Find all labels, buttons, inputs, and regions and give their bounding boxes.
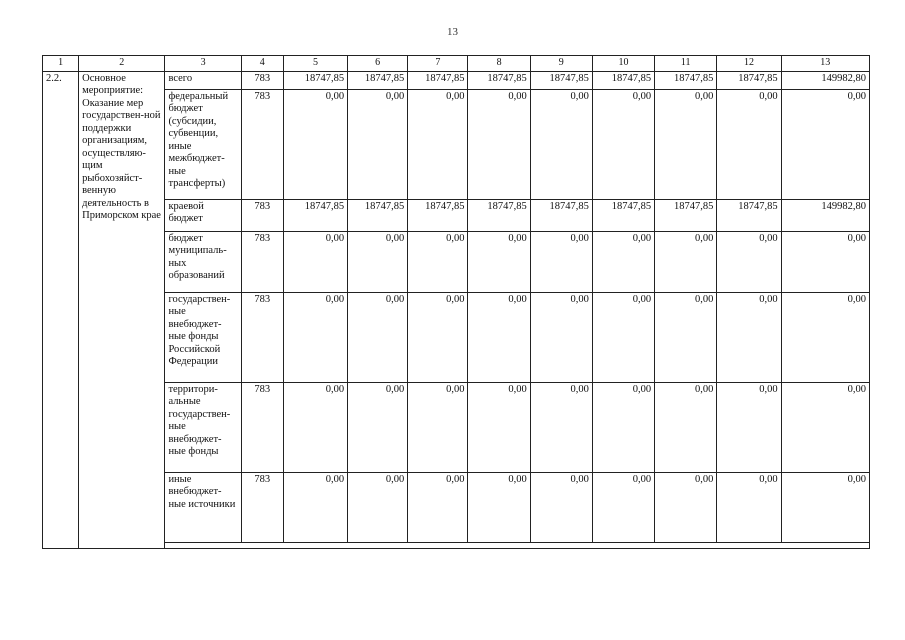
value-cell: 0,00	[592, 292, 654, 382]
value-cell: 18747,85	[592, 71, 654, 89]
column-number: 2	[79, 56, 165, 72]
column-number: 4	[241, 56, 283, 72]
value-cell: 0,00	[781, 231, 869, 292]
value-cell: 0,00	[468, 292, 530, 382]
value-cell: 0,00	[592, 231, 654, 292]
source-label: всего	[165, 71, 241, 89]
value-cell: 0,00	[348, 89, 408, 199]
value-cell: 0,00	[530, 231, 592, 292]
value-cell: 0,00	[468, 89, 530, 199]
table-row	[43, 292, 870, 382]
table-row	[43, 89, 870, 199]
value-cell: 0,00	[530, 292, 592, 382]
column-number: 10	[592, 56, 654, 72]
column-number: 13	[781, 56, 869, 72]
value-cell: 0,00	[655, 89, 717, 199]
value-cell: 0,00	[781, 292, 869, 382]
item-number: 2.2.	[43, 71, 79, 548]
value-cell: 0,00	[717, 89, 781, 199]
value-cell: 18747,85	[348, 199, 408, 231]
code-cell: 783	[241, 472, 283, 542]
column-number: 8	[468, 56, 530, 72]
value-cell: 18747,85	[655, 71, 717, 89]
value-cell: 149982,80	[781, 71, 869, 89]
table-row	[43, 71, 870, 89]
column-number: 3	[165, 56, 241, 72]
value-cell: 0,00	[592, 89, 654, 199]
table-row	[43, 382, 870, 472]
value-cell: 18747,85	[717, 199, 781, 231]
code-cell: 783	[241, 199, 283, 231]
value-cell: 0,00	[592, 382, 654, 472]
code-cell: 783	[241, 231, 283, 292]
value-cell: 18747,85	[348, 71, 408, 89]
value-cell: 0,00	[781, 89, 869, 199]
value-cell: 0,00	[655, 231, 717, 292]
column-number: 1	[43, 56, 79, 72]
value-cell: 0,00	[717, 231, 781, 292]
source-label: государствен-ные внебюджет-ные фонды Российской Федерации	[165, 292, 241, 382]
page-number: 13	[447, 26, 458, 38]
value-cell: 0,00	[468, 472, 530, 542]
value-cell: 18747,85	[530, 71, 592, 89]
value-cell: 0,00	[348, 231, 408, 292]
value-cell: 0,00	[468, 382, 530, 472]
value-cell: 0,00	[348, 382, 408, 472]
value-cell: 0,00	[592, 472, 654, 542]
value-cell: 0,00	[655, 472, 717, 542]
value-cell: 0,00	[781, 472, 869, 542]
activity-name: Основное мероприятие: Оказание мер государствен-ной поддержки организациям, осуществляю-щим рыбохозяйст-венную деятельность в Приморском крае	[79, 71, 165, 548]
blank-cell	[165, 542, 870, 548]
value-cell: 18747,85	[592, 199, 654, 231]
column-number: 9	[530, 56, 592, 72]
table-row	[43, 231, 870, 292]
code-cell: 783	[241, 292, 283, 382]
value-cell: 0,00	[655, 382, 717, 472]
column-number: 6	[348, 56, 408, 72]
code-cell: 783	[241, 71, 283, 89]
value-cell: 0,00	[468, 231, 530, 292]
column-number: 7	[408, 56, 468, 72]
blank-row	[43, 542, 870, 548]
value-cell: 18747,85	[408, 199, 468, 231]
table-row	[43, 472, 870, 542]
value-cell: 18747,85	[468, 71, 530, 89]
value-cell: 0,00	[717, 382, 781, 472]
column-number: 11	[655, 56, 717, 72]
value-cell: 18747,85	[468, 199, 530, 231]
value-cell: 0,00	[283, 472, 347, 542]
value-cell: 0,00	[283, 382, 347, 472]
source-label: краевой бюджет	[165, 199, 241, 231]
value-cell: 0,00	[781, 382, 869, 472]
column-number-row	[43, 56, 870, 72]
source-label: федеральный бюджет (субсидии, субвенции, иные межбюджет-ные трансферты)	[165, 89, 241, 199]
value-cell: 0,00	[408, 292, 468, 382]
value-cell: 0,00	[530, 89, 592, 199]
value-cell: 18747,85	[530, 199, 592, 231]
value-cell: 0,00	[408, 472, 468, 542]
value-cell: 0,00	[408, 89, 468, 199]
value-cell: 0,00	[283, 292, 347, 382]
value-cell: 18747,85	[655, 199, 717, 231]
value-cell: 149982,80	[781, 199, 869, 231]
value-cell: 0,00	[530, 382, 592, 472]
code-cell: 783	[241, 89, 283, 199]
value-cell: 18747,85	[717, 71, 781, 89]
budget-table	[42, 55, 870, 549]
table-row	[43, 199, 870, 231]
value-cell: 18747,85	[283, 71, 347, 89]
value-cell: 0,00	[283, 231, 347, 292]
value-cell: 0,00	[655, 292, 717, 382]
value-cell: 18747,85	[283, 199, 347, 231]
value-cell: 0,00	[348, 292, 408, 382]
column-number: 12	[717, 56, 781, 72]
value-cell: 0,00	[717, 292, 781, 382]
value-cell: 0,00	[348, 472, 408, 542]
source-label: иные внебюджет-ные источники	[165, 472, 241, 542]
source-label: бюджет муниципаль-ных образований	[165, 231, 241, 292]
value-cell: 0,00	[408, 382, 468, 472]
value-cell: 0,00	[283, 89, 347, 199]
value-cell: 18747,85	[408, 71, 468, 89]
value-cell: 0,00	[717, 472, 781, 542]
value-cell: 0,00	[408, 231, 468, 292]
code-cell: 783	[241, 382, 283, 472]
source-label: территори-альные государствен-ные внебюджет-ные фонды	[165, 382, 241, 472]
value-cell: 0,00	[530, 472, 592, 542]
column-number: 5	[283, 56, 347, 72]
